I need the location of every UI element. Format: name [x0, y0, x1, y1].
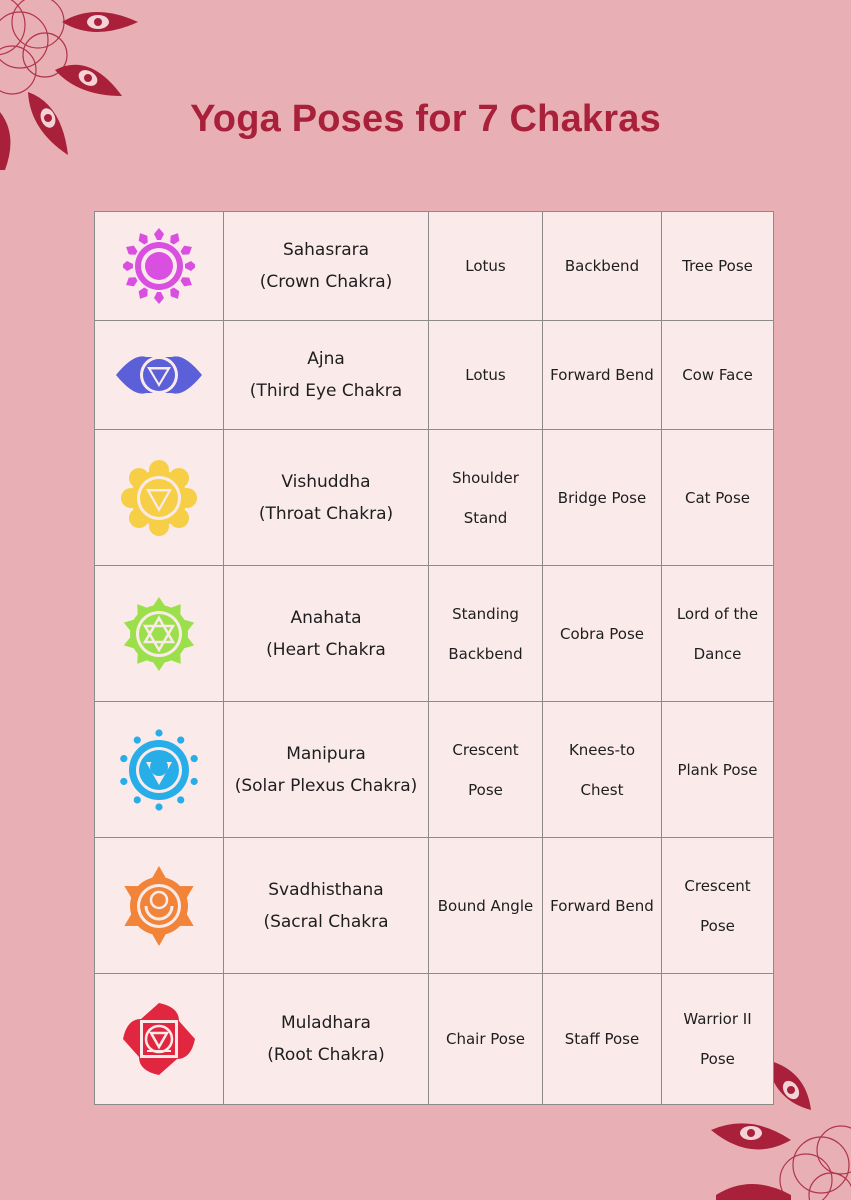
chakra-subtitle: (Third Eye Chakra	[249, 381, 403, 401]
chakra-name: Ajna	[307, 349, 345, 369]
pose-text-line: Pose	[468, 780, 503, 799]
pose-text-line: Pose	[700, 1050, 735, 1068]
pose-cell: Bridge Pose	[543, 430, 662, 566]
pose-text-line: Warrior II	[683, 1010, 752, 1028]
chakra-subtitle: (Solar Plexus Chakra)	[234, 775, 418, 796]
pose-cell: Lotus	[429, 212, 543, 321]
chakra-name-cell	[224, 321, 429, 430]
throat-chakra-icon	[119, 458, 199, 538]
pose-text-line: Pose	[700, 916, 735, 935]
chakra-icon-cell	[95, 430, 224, 566]
pose-text-line: Crescent	[452, 740, 519, 759]
chakra-name-cell	[224, 702, 429, 838]
pose-text-line: Dance	[693, 644, 742, 663]
pose-cell: Cat Pose	[662, 430, 774, 566]
pose-cell: Cobra Pose	[543, 566, 662, 702]
pose-text-line: Chest	[580, 780, 624, 799]
chakra-name-cell	[224, 212, 429, 321]
table-row	[95, 212, 774, 321]
pose-cell	[662, 974, 774, 1105]
chakra-subtitle: (Sacral Chakra	[263, 911, 389, 932]
table-row	[95, 974, 774, 1105]
chakra-name: Vishuddha	[281, 471, 371, 492]
pose-cell	[429, 430, 543, 566]
pose-cell: Plank Pose	[662, 702, 774, 838]
pose-text-line: Standing	[452, 604, 519, 623]
chakra-name-cell	[224, 974, 429, 1105]
pose-cell	[429, 702, 543, 838]
table-row	[95, 430, 774, 566]
chakra-icon-cell	[95, 212, 224, 321]
chakra-subtitle: (Root Chakra)	[267, 1045, 385, 1065]
chakra-icon-cell	[95, 838, 224, 974]
chakra-name-cell	[224, 430, 429, 566]
chakra-subtitle: (Crown Chakra)	[259, 272, 393, 292]
pose-cell: Staff Pose	[543, 974, 662, 1105]
table-row	[95, 566, 774, 702]
pose-text-line: Lord of the	[676, 604, 759, 623]
pose-cell: Backbend	[543, 212, 662, 321]
chakra-icon-cell	[95, 702, 224, 838]
heart-chakra-icon	[119, 594, 199, 674]
pose-cell: Tree Pose	[662, 212, 774, 321]
chakra-icon-cell	[95, 974, 224, 1105]
chakra-name-cell	[224, 566, 429, 702]
page-title: Yoga Poses for 7 Chakras	[190, 98, 661, 140]
pose-cell	[429, 566, 543, 702]
solar-plexus-chakra-icon	[117, 728, 201, 812]
pose-text-line: Knees-to	[568, 740, 636, 759]
chakra-name: Muladhara	[281, 1013, 371, 1033]
crown-chakra-icon	[123, 226, 195, 306]
pose-text-line: Shoulder	[452, 468, 519, 487]
pose-cell: Forward Bend	[543, 838, 662, 974]
chakra-name: Svadhisthana	[268, 879, 384, 900]
chakra-subtitle: (Throat Chakra)	[258, 503, 394, 524]
pose-cell	[543, 702, 662, 838]
table-row	[95, 838, 774, 974]
pose-text-line: Backbend	[448, 644, 523, 663]
pose-cell: Forward Bend	[543, 321, 662, 430]
chakra-subtitle: (Heart Chakra	[266, 639, 386, 660]
chakra-name: Anahata	[290, 607, 362, 628]
pose-cell: Bound Angle	[429, 838, 543, 974]
table-row	[95, 321, 774, 430]
chakra-icon-cell	[95, 321, 224, 430]
chakra-poses-table	[94, 211, 774, 1105]
pose-cell	[662, 838, 774, 974]
pose-cell	[662, 566, 774, 702]
pose-cell: Chair Pose	[429, 974, 543, 1105]
pose-text-line: Crescent	[684, 876, 751, 895]
root-chakra-icon	[121, 1001, 197, 1077]
sacral-chakra-icon	[119, 864, 199, 948]
chakra-name: Manipura	[286, 743, 366, 764]
third-eye-chakra-icon	[114, 347, 204, 403]
pose-text-line: Stand	[463, 508, 508, 527]
chakra-icon-cell	[95, 566, 224, 702]
pose-cell: Cow Face	[662, 321, 774, 430]
lotus-corner-decoration-top-left	[0, 0, 150, 175]
table-row	[95, 702, 774, 838]
pose-cell: Lotus	[429, 321, 543, 430]
chakra-name-cell	[224, 838, 429, 974]
chakra-name: Sahasrara	[282, 240, 370, 260]
